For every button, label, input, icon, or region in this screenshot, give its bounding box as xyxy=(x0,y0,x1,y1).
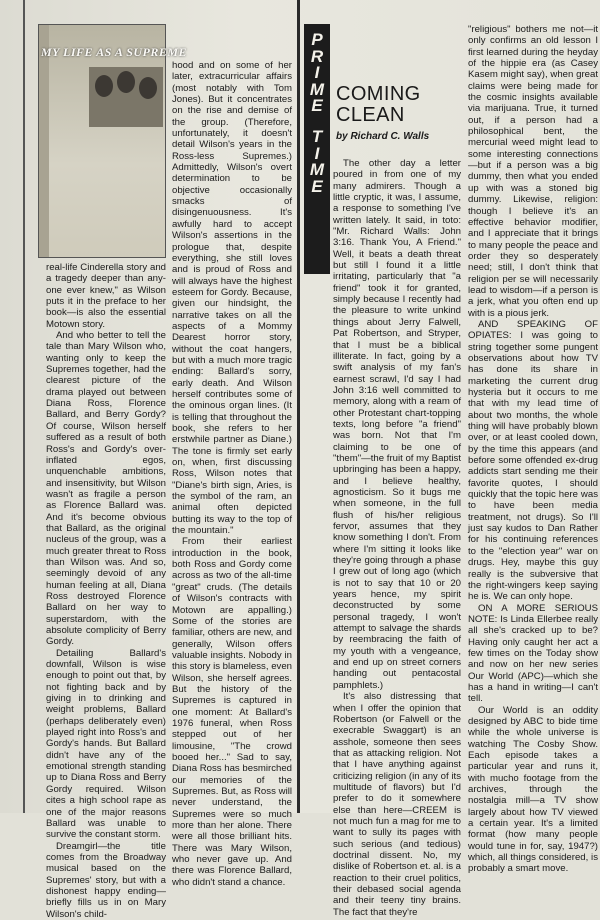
paragraph: ON A MORE SERIOUS NOTE: Is Linda Ellerbee really all she's cracked up to be? Having only caught her act a few times on the Today show and now on her new series Our World (APC)—which she has a hand in writing—I can't tell. xyxy=(468,602,598,705)
article-column-4 xyxy=(468,24,598,875)
article-headline: COMING CLEAN xyxy=(336,83,421,126)
paragraph: It's also distressing that when I offer the opinion that Robertson (or Falwell or the execrable Swaggart) is an asshole, someone then sees that as attacking religion. Not that I have anything against criticizing religion (in any of its multitude of flavors) but I'd prefer to do it somewhere else than here—CREEM is not much fun a mag for me to want to sully its pages with such serious (and tedious) doctrinal dissent. No, my dislike of Robertson et. al. is a reaction to their cruel politics, their debased social agenda and their teeny tiny brains. The fact that they're xyxy=(333,691,461,918)
article-column-2 xyxy=(172,60,292,888)
article-byline: by Richard C. Walls xyxy=(336,131,430,142)
column-divider xyxy=(297,0,300,813)
article-column-3 xyxy=(333,158,461,918)
book-cover-image xyxy=(38,24,188,258)
paragraph: Our World is an oddity designed by ABC to bide time while the whole universe is watching The Cosby Show. Each episode takes a particular year and runs it, with mucho footage from the archives, through the nostalgia mill—a TV show largely about how TV viewed a certain year. It's a limited format (how many people would tune in for, say, 1947?) which, all things considered, is probably a smart move. xyxy=(468,704,598,875)
left-page-edge xyxy=(23,0,25,813)
paragraph: The other day a letter poured in from one of my many admirers. Though a little cryptic, it was, I assume, a response to something I've written lately. It said, in toto: "Mr. Richard Walls: John 3:16. Thank You, A Friend." Well, it beats a death threat but still I found it a little irritating, particularly that "a friend" took it for granted, simply because I recently had the pleasure to write unkind things about Jerry Falwell, Pat Robertson, and Stryper, that I must be a biblical illiterate. In fact, going by a swift analysis of my fan's earnest scrawl, I'd say I had John 3:16 well committed to memory, along with a ream of other Protestant chart-topping texts, long before "a friend" was born. Not that I'm claiming to be one of "them"—the fruit of my Baptist upbringing has been a happy, and I believe healthy, agnosticism. So it bugs me when someone, in the full flush of his/her religious fervor, assumes that they know something I don't. From where I'm sitting it looks like they're going through a phase I grew out of long ago (which is not to say that 10 or 20 years hence, my spirit deconstructed by some personal tragedy, I won't attempt to salvage the shards by reembracing the faith of my youth with a vengeance, and end up on street corners handing out pentacostal pamphlets.) xyxy=(333,158,461,691)
prime-time-banner: P R I M E T I M E xyxy=(304,24,330,274)
supremes-photo xyxy=(89,67,163,127)
paragraph: Detailing Ballard's downfall, Wilson is wise enough to point out that, by not fighting back and by giving in to drinking and weight problems, Ballard (perhaps deliberately even) played right into Ross's and Gordy's hands. But Ballard didn't have any of the emotional strength standing up to Diana Ross and Berry Gordy required. Wilson cites a high school rape as one of the major reasons Ballard was unable to survive the constant storm. xyxy=(46,647,166,841)
paragraph: From their earliest introduction in the book, both Ross and Gordy come across as two of the all-time "great" cruds. (The details of Wilson's contracts with Motown are appalling.) Some of the stories are familiar, others are new, and generally, Wilson offers valuable insights. Nobody in this story is blameless, even Wilson, she herself agrees. But the history of the Supremes is captured in one moment: At Ballard's 1976 funeral, when Ross stepped out of her limousine, "The crowd booed her..." Sad to say, Diana Ross has besmirched our memories of the Supremes. But, as Ross will never understand, the Supremes were so much more than her alone. There were all those brilliant hits. There was Mary Wilson, who never gave up. And there was Florence Ballard, who didn't stand a chance. xyxy=(172,536,292,888)
paragraph: And who better to tell the tale than Mary Wilson who, wanting only to keep the Supremes together, had the clearest picture of the drama played out between Diana Ross, Florence Ballard, and Berry Gordy? Of course, Wilson herself suffered as a result of both Ross's and Gordy's over-inflated egos, unquenchable ambitions, and insensitivity, but Wilson wasn't as fragile a person as Florence Ballard was. And it's become obvious that Ballard, as the original nucleus of the group, was a much greater threat to Ross than Wilson was. And so, seemingly devoid of any human feeling at all, Diana Ross destroyed Florence Ballard on her way to superstardom, with the absolute complicity of Berry Gordy. xyxy=(46,330,166,648)
paragraph: real-life Cinderella story and a tragedy deeper than any-one ever knew," as Wilson puts it in the preface to her book—is also the essential Motown story. xyxy=(46,262,166,330)
paragraph: hood and on some of her later, extracurricular affairs (most notably with Tom Jones). But it concentrates on the rise and demise of the group. (Therefore, unfortunately, it doesn't detail Wilson's years in the Ross-less Supremes.) Admittedly, Wilson's overt determination to be objective occasionally smacks of disingenuousness. It's awfully hard to accept Wilson's assertions in the prologue that, despite everything, she still loves and is proud of Ross and will always have the highest esteem for Gordy. Because, given our hindsight, the narrative takes on all the aspects of a Mommy Dearest horror story, without the coat hangers, but with a much more tragic ending: Ballard's sorry, early death. And Wilson herself contributes some of the ominous organ lines. (It is telling that throughout the book, she refers to her erstwhile partner as Diane.) The tone is firmly set early on, when, first discussing Ross, Wilson notes that "Diane's birth sign, Aries, is the symbol of the ram, an animal often depicted butting its way to the top of the mountain." xyxy=(172,60,292,537)
article-column-1 xyxy=(46,262,166,920)
paragraph: Dreamgirl—the title comes from the Broadway musical based on the Supremes' story, but with a dishonest happy ending—briefly fills us in on Mary Wilson's child- xyxy=(46,840,166,920)
paragraph: "religious" bothers me not—it only confirms an old lesson I first learned during the heyday of the hippie era (as Casey Kasem might say), when great claims were being made for the cosmic insights available via marijuana. True, it turned out, if a person had a philosophical bent, the mercurial weed might lead to some interesting connections—but if a person was a big dummy, then what you ended up with was a stoned big dummy. Likewise, religion: though I believe it's an effective behavior modifier, and I appreciate that it brings to many people the peace and order they so desperately need; still, I don't think that religion per se will necessarily lead to wisdom—if a person is a jerk, what you often end up with is a pious jerk. xyxy=(468,24,598,319)
book-cover-title: MY LIFE AS A SUPREME xyxy=(41,45,188,59)
paragraph: AND SPEAKING OF OPIATES: I was going to string together some pungent observations about how TV has done its share in marketing the current drug hysteria but it occurs to me that with my lead time of about two months, the whole thing will have probably blown over, or at least cooled down, by the time this appears (and before some offended ex-drug addicts start sending me their favorite quotes, I should quickly that the topic here was to have been media treatment, not drugs). So I'll just say kudos to Dan Rather for his continuing references to the "election year" war on drugs. Hey, maybe this guy really is the subversive that the right-wingers keep saying he is. We can only hope. xyxy=(468,318,598,603)
